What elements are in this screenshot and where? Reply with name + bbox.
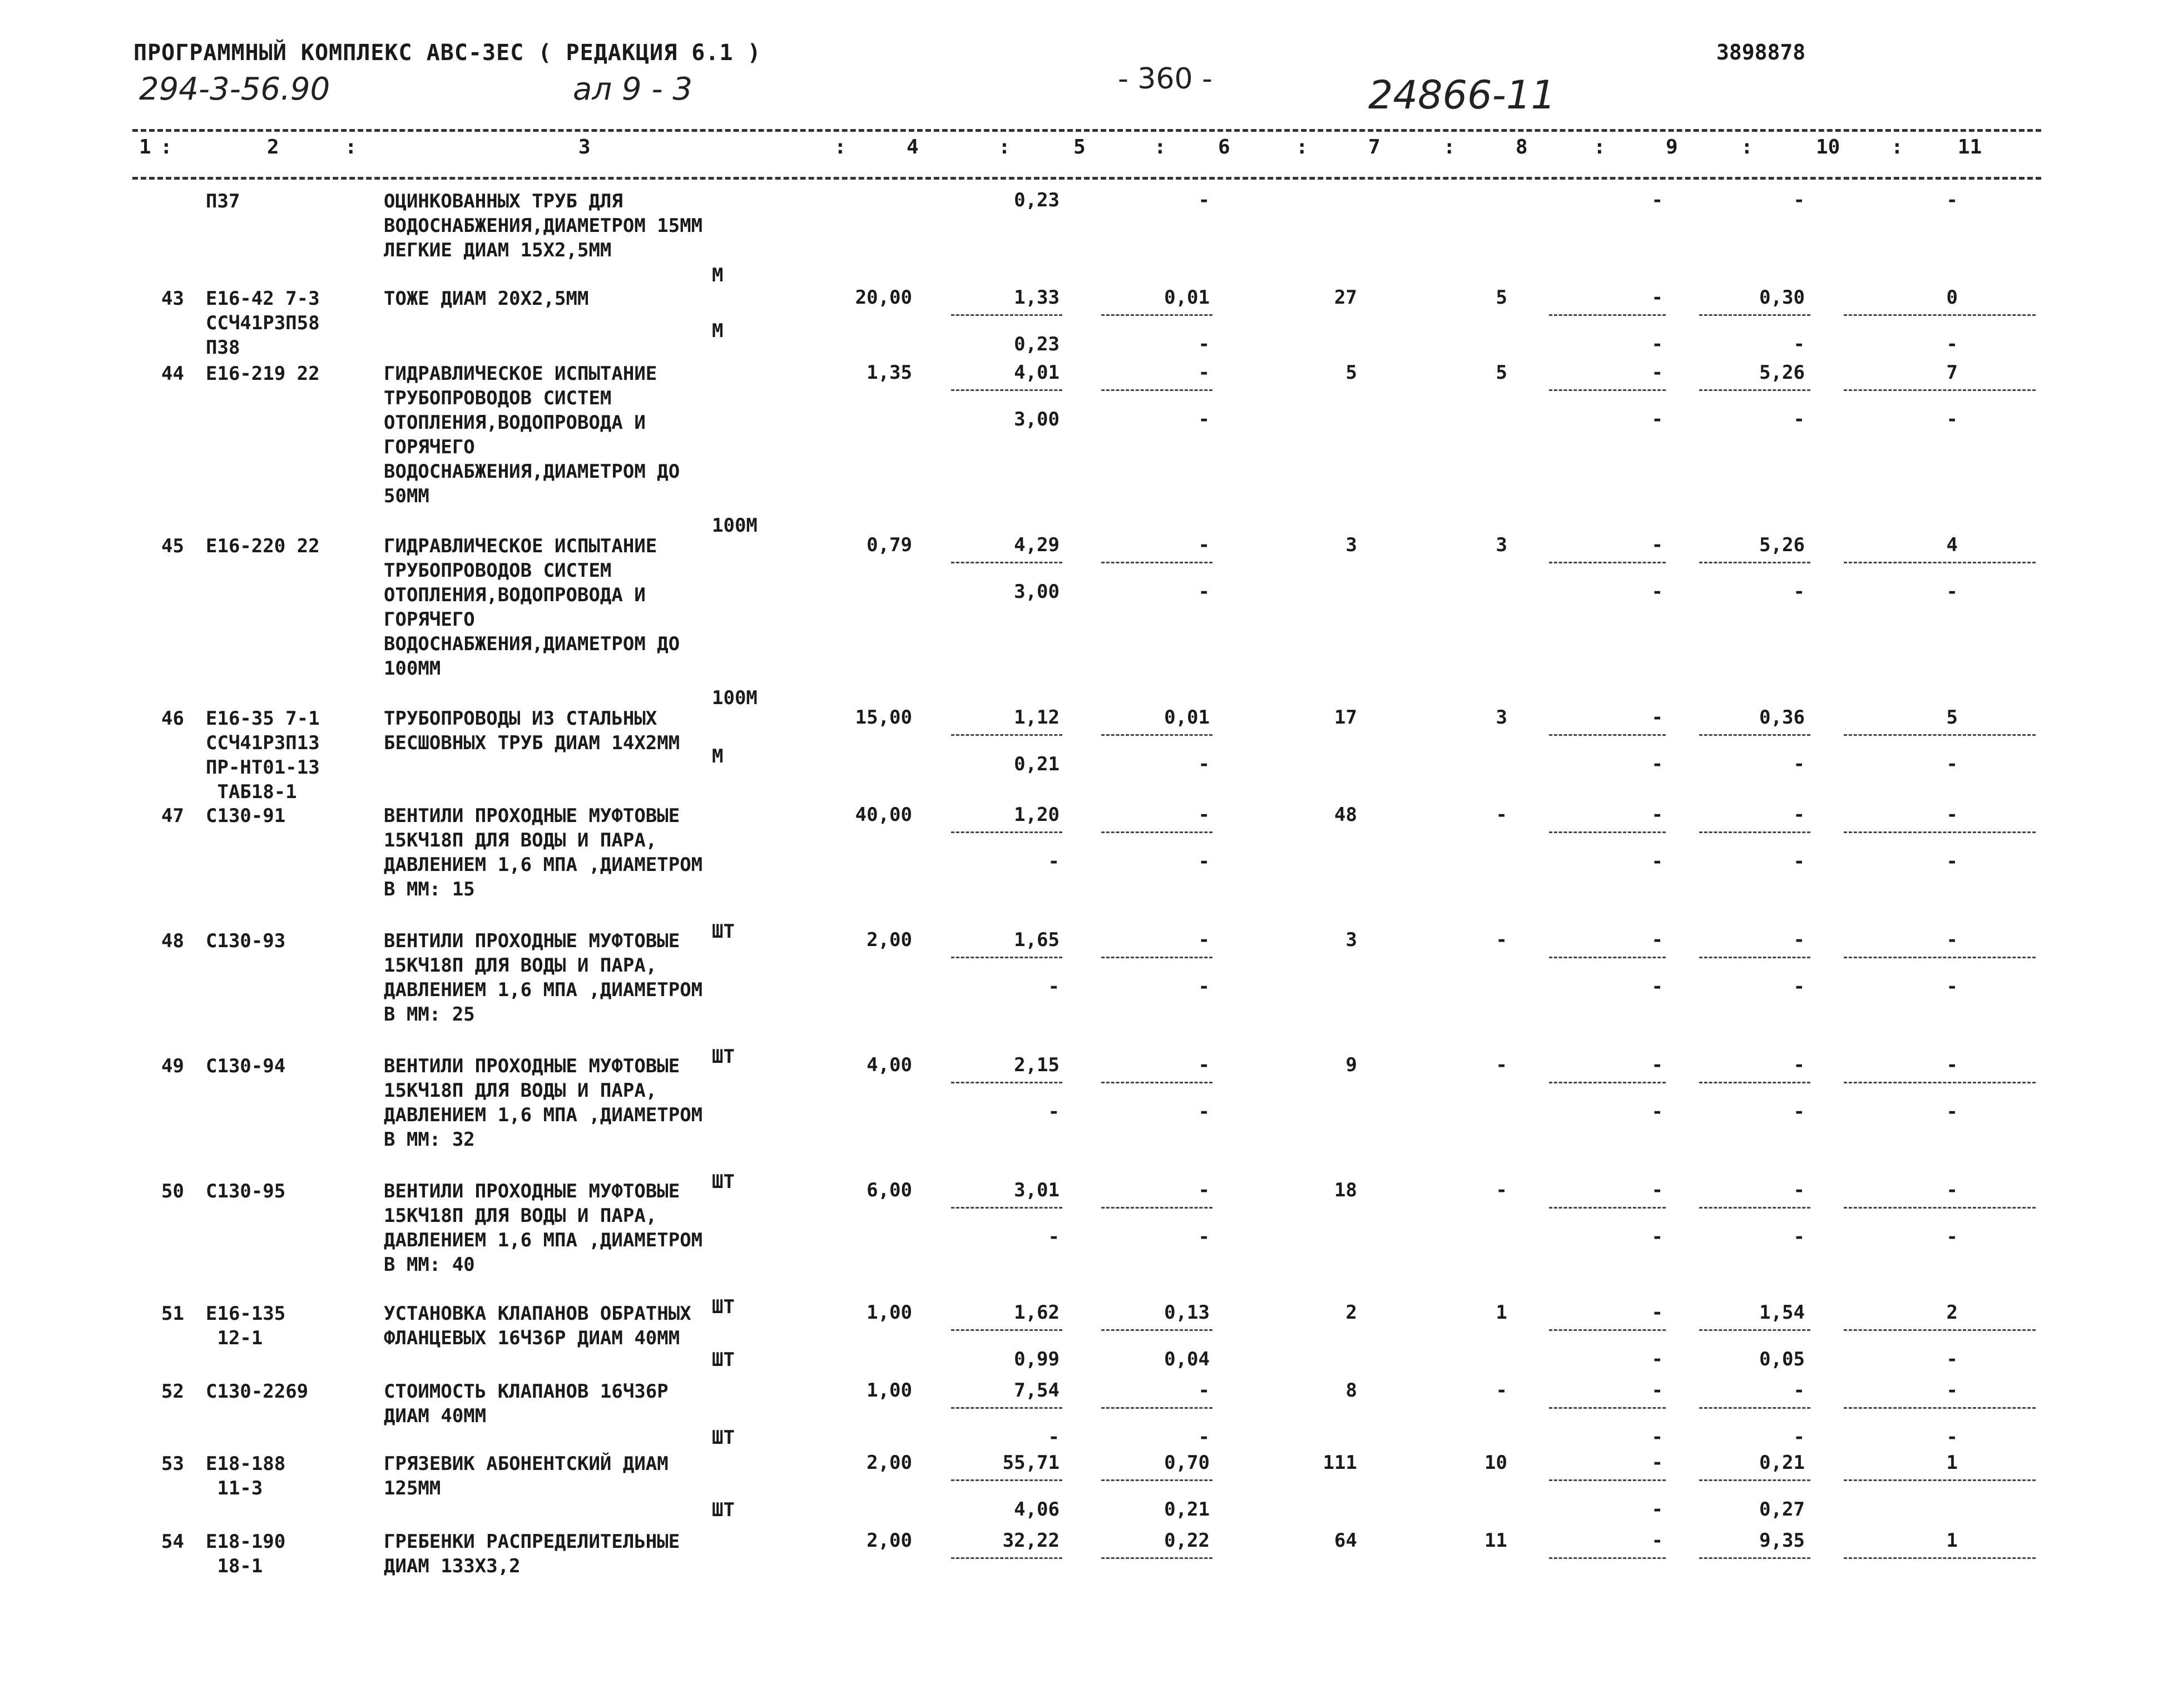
cell-c9a: - [1651,804,1663,826]
cell-c11a: 7 [1946,362,1958,384]
column-header-4: 4 [907,136,919,159]
column-separator: : [834,136,847,159]
row-description: ГИДРАВЛИЧЕСКОЕ ИСПЫТАНИЕ ТРУБОПРОВОДОВ СИСТЕМ ОТОПЛЕНИЯ,ВОДОПРОВОДА И ГОРЯЧЕГО ВОДОСНАБЖЕНИЯ,ДИАМЕТРОМ ДО 50ММ [384,363,680,507]
cell-c6a: - [1198,929,1210,951]
column-header-3: 3 [578,136,591,159]
cell-c5b: 3,00 [1014,581,1060,603]
cell-c5b: - [1048,1426,1060,1448]
cell-c11b: - [1946,1226,1958,1248]
cell-c6a: - [1198,362,1210,384]
cell-c10b: - [1793,408,1805,430]
row-description: ГРЯЗЕВИК АБОНЕНТСКИЙ ДИАМ 125ММ [384,1453,669,1499]
row-code: Е16-220 22 [206,535,320,557]
cell-c11b: - [1946,581,1958,603]
cell-c4: 2,00 [867,929,912,951]
value-separator [1101,314,1212,316]
row-code: Е18-188 11-3 [206,1453,286,1499]
value-separator [1101,562,1212,563]
cell-c5b: 4,06 [1014,1498,1060,1521]
cell-c6b: - [1198,976,1210,998]
cell-c6a: - [1198,1054,1210,1076]
value-separator [1549,1329,1666,1331]
cell-c7: 17 [1334,706,1357,729]
row-unit: 100М [712,514,758,537]
cell-c8: 5 [1496,362,1507,384]
cell-c9a: - [1651,534,1663,556]
cell-c10a: 0,30 [1759,286,1805,309]
row-unit: ШТ [712,1171,735,1193]
row-code: С130-2269 [206,1380,309,1403]
cell-c6b: - [1198,1101,1210,1123]
column-separator: : [998,136,1011,159]
cell-c5b: 0,21 [1014,753,1060,775]
row-code: С130-91 [206,805,286,827]
handwritten-inventory-number: 24866-11 [1368,72,1556,118]
value-separator [1101,957,1212,958]
cell-c11a: - [1946,1379,1958,1402]
row-description: ВЕНТИЛИ ПРОХОДНЫЕ МУФТОВЫЕ 15КЧ18П ДЛЯ ВОДЫ И ПАРА, ДАВЛЕНИЕМ 1,6 МПА ,ДИАМЕТРОМ В ММ: 25 [384,930,703,1026]
cell-c7: 27 [1334,286,1357,309]
value-separator [1699,1082,1810,1083]
row-description: ГРЕБЕНКИ РАСПРЕДЕЛИТЕЛЬНЫЕ ДИАМ 133Х3,2 [384,1531,680,1577]
row-code: С130-95 [206,1180,286,1202]
page-number: - 360 - [1118,62,1212,96]
cell-c9a: - [1651,1452,1663,1474]
row-code: Е16-219 22 [206,363,320,385]
row-code: Е16-135 12-1 [206,1303,286,1349]
value-separator [1101,734,1212,736]
cell-c6b: - [1198,408,1210,430]
cell-c5a: 1,62 [1014,1301,1060,1324]
document-code: 3898878 [1716,40,1806,65]
value-separator [1549,957,1666,958]
cell-c11b: - [1946,1101,1958,1123]
value-separator [1844,1407,2036,1409]
cell-c11a: 2 [1946,1301,1958,1324]
cell-c4: 4,00 [867,1054,912,1076]
cell-c9a: - [1651,286,1663,309]
cell-c6a: - [1198,1179,1210,1201]
cell-c5a: 7,54 [1014,1379,1060,1402]
column-header-9: 9 [1666,136,1678,159]
row-description: ОЦИНКОВАННЫХ ТРУБ ДЛЯ ВОДОСНАБЖЕНИЯ,ДИАМЕТРОМ 15ММ ЛЕГКИЕ ДИАМ 15Х2,5ММ [384,190,703,261]
row-description: УСТАНОВКА КЛАПАНОВ ОБРАТНЫХ ФЛАНЦЕВЫХ 16Ч36Р ДИАМ 40ММ [384,1303,691,1349]
row-number: 47 [161,805,184,827]
cell-c4: 1,35 [867,362,912,384]
cell-c9a: - [1651,189,1663,211]
cell-c4: 20,00 [855,286,912,309]
row-unit: ШТ [712,1046,735,1068]
handwritten-album: ал 9 - 3 [573,71,692,107]
column-separator: : [1154,136,1166,159]
value-separator [1699,1207,1810,1209]
value-separator [1844,734,2036,736]
row-number: 44 [161,363,184,385]
row-number: 46 [161,707,184,730]
cell-c9b: - [1651,1498,1663,1521]
value-separator [1549,831,1666,833]
row-description: ВЕНТИЛИ ПРОХОДНЫЕ МУФТОВЫЕ 15КЧ18П ДЛЯ ВОДЫ И ПАРА, ДАВЛЕНИЕМ 1,6 МПА ,ДИАМЕТРОМ В ММ: 40 [384,1180,703,1276]
cell-c7: 111 [1323,1452,1357,1474]
cell-c9b: - [1651,333,1663,355]
column-header-2: 2 [267,136,279,159]
column-separator: : [1593,136,1606,159]
value-separator [951,562,1062,563]
value-separator [1549,1207,1666,1209]
cell-c10b: - [1793,333,1805,355]
row-description: ТРУБОПРОВОДЫ ИЗ СТАЛЬНЫХ БЕСШОВНЫХ ТРУБ ДИАМ 14Х2ММ [384,707,680,754]
cell-c9b: - [1651,1426,1663,1448]
value-separator [951,734,1062,736]
cell-c10a: - [1793,804,1805,826]
cell-c5b: - [1048,850,1060,873]
row-code: С130-93 [206,930,286,952]
cell-c9b: - [1651,1226,1663,1248]
cell-c10b: 0,27 [1759,1498,1805,1521]
column-separator: : [1741,136,1753,159]
cell-c4: 6,00 [867,1179,912,1201]
cell-c6a: - [1198,804,1210,826]
cell-c10a: - [1793,189,1805,211]
value-separator [951,314,1062,316]
row-unit: ШТ [712,920,735,943]
cell-c5b: - [1048,1101,1060,1123]
value-separator [1844,831,2036,833]
row-unit: М [712,320,724,342]
row-description: ВЕНТИЛИ ПРОХОДНЫЕ МУФТОВЫЕ 15КЧ18П ДЛЯ ВОДЫ И ПАРА, ДАВЛЕНИЕМ 1,6 МПА ,ДИАМЕТРОМ В ММ: 15 [384,805,703,900]
column-header-10: 10 [1816,136,1840,159]
column-header-6: 6 [1218,136,1230,159]
row-number: 43 [161,288,184,310]
value-separator [1549,1479,1666,1481]
cell-c4: 0,79 [867,534,912,556]
row-number: 50 [161,1180,184,1202]
row-code: П37 [206,190,240,212]
cell-c10b: - [1793,976,1805,998]
handwritten-project-number: 294-3-56.90 [139,71,330,107]
value-separator [1101,389,1212,391]
cell-c8: 3 [1496,706,1507,729]
cell-c11b: - [1946,850,1958,873]
cell-c7: 2 [1345,1301,1357,1324]
cell-c10a: 0,21 [1759,1452,1805,1474]
cell-c8: - [1496,1379,1507,1402]
cell-c11a: - [1946,929,1958,951]
cell-c4: 2,00 [867,1452,912,1474]
row-number: 54 [161,1531,184,1553]
cell-c10a: - [1793,1179,1805,1201]
cell-c10b: - [1793,1226,1805,1248]
value-separator [1844,1329,2036,1331]
cell-c5a: 4,29 [1014,534,1060,556]
column-separator: : [1891,136,1903,159]
column-header-1: 1 [139,136,151,159]
cell-c10b: - [1793,1101,1805,1123]
cell-c11a: 0 [1946,286,1958,309]
cell-c11b: - [1946,1426,1958,1448]
cell-c8: - [1496,1054,1507,1076]
cell-c7: 18 [1334,1179,1357,1201]
cell-c9a: - [1651,1529,1663,1552]
row-code: Е16-42 7-3 ССЧ41Р3П58 П38 [206,288,320,359]
cell-c9b: - [1651,581,1663,603]
cell-c6b: - [1198,1426,1210,1448]
row-unit: 100М [712,687,758,709]
cell-c11a: 5 [1946,706,1958,729]
cell-c5b: - [1048,976,1060,998]
value-separator [1699,389,1810,391]
value-separator [1844,562,2036,563]
value-separator [1549,1557,1666,1559]
cell-c8: - [1496,804,1507,826]
cell-c5a: 32,22 [1002,1529,1060,1552]
value-separator [1101,1407,1212,1409]
cell-c6a: 0,13 [1164,1301,1210,1324]
cell-c8: 10 [1484,1452,1507,1474]
cell-c5a: 55,71 [1002,1452,1060,1474]
cell-c8: 5 [1496,286,1507,309]
row-number: 45 [161,535,184,557]
cell-c8: 1 [1496,1301,1507,1324]
value-separator [1549,562,1666,563]
cell-c9b: - [1651,408,1663,430]
value-separator [1699,562,1810,563]
cell-c6a: - [1198,534,1210,556]
cell-c10b: - [1793,581,1805,603]
value-separator [1549,314,1666,316]
top-rule [132,129,2041,132]
row-unit: М [712,264,724,286]
cell-c10a: 9,35 [1759,1529,1805,1552]
value-separator [1549,1407,1666,1409]
cell-c11a: 1 [1946,1529,1958,1552]
cell-c10b: - [1793,753,1805,775]
cell-c11b: - [1946,1348,1958,1370]
value-separator [951,389,1062,391]
column-separator: : [160,136,172,159]
cell-c5a: 1,20 [1014,804,1060,826]
row-code: Е18-190 18-1 [206,1531,286,1577]
value-separator [1101,1557,1212,1559]
column-header-5: 5 [1073,136,1086,159]
cell-c9a: - [1651,706,1663,729]
cell-c10b: - [1793,850,1805,873]
cell-c7: 9 [1345,1054,1357,1076]
column-header-11: 11 [1958,136,1982,159]
cell-c10a: 5,26 [1759,534,1805,556]
cell-c5a: 1,65 [1014,929,1060,951]
cell-c10a: 1,54 [1759,1301,1805,1324]
value-separator [1101,1479,1212,1481]
cell-c6b: - [1198,1226,1210,1248]
row-number: 48 [161,930,184,952]
column-header-7: 7 [1368,136,1380,159]
cell-c11b: - [1946,333,1958,355]
cell-c6b: - [1198,333,1210,355]
cell-c9a: - [1651,1301,1663,1324]
value-separator [1101,1207,1212,1209]
cell-c5a: 1,33 [1014,286,1060,309]
cell-c7: 48 [1334,804,1357,826]
value-separator [1844,314,2036,316]
value-separator [1844,1082,2036,1083]
cell-c5a: 2,15 [1014,1054,1060,1076]
cell-c11a: - [1946,804,1958,826]
column-separator: : [345,136,357,159]
value-separator [1549,1082,1666,1083]
row-number: 49 [161,1055,184,1077]
program-header: ПРОГРАММНЫЙ КОМПЛЕКС АВС-ЗЕС ( РЕДАКЦИЯ 6.1 ) [133,40,761,66]
cell-c10a: - [1793,1379,1805,1402]
value-separator [951,1082,1062,1083]
cell-c6b: - [1198,581,1210,603]
cell-c7: 3 [1345,929,1357,951]
row-description: ТОЖЕ ДИАМ 20Х2,5ММ [384,288,589,310]
row-unit: М [712,745,724,768]
cell-c9a: - [1651,1379,1663,1402]
cell-c9b: - [1651,850,1663,873]
value-separator [1101,1329,1212,1331]
cell-c5b: 0,99 [1014,1348,1060,1370]
cell-c9b: - [1651,1348,1663,1370]
value-separator [1101,1082,1212,1083]
value-separator [1699,1329,1810,1331]
cell-c6a: 0,70 [1164,1452,1210,1474]
cell-c6b: 0,04 [1164,1348,1210,1370]
cell-c5a: 0,23 [1014,189,1060,211]
cell-c10b: 0,05 [1759,1348,1805,1370]
cell-c9a: - [1651,362,1663,384]
cell-c7: 5 [1345,362,1357,384]
cell-c11b: - [1946,976,1958,998]
value-separator [1844,389,2036,391]
value-separator [951,1557,1062,1559]
row-unit: ШТ [712,1349,735,1371]
row-number: 53 [161,1453,184,1475]
row-unit: ШТ [712,1499,735,1521]
cell-c6a: 0,01 [1164,706,1210,729]
cell-c8: 11 [1484,1529,1507,1552]
value-separator [951,1479,1062,1481]
value-separator [1699,1479,1810,1481]
cell-c9a: - [1651,1054,1663,1076]
value-separator [1844,957,2036,958]
cell-c4: 40,00 [855,804,912,826]
cell-c6b: - [1198,753,1210,775]
cell-c11a: - [1946,1179,1958,1201]
value-separator [951,1207,1062,1209]
header-rule [132,177,2041,180]
value-separator [951,1407,1062,1409]
column-header-8: 8 [1516,136,1528,159]
cell-c5a: 3,01 [1014,1179,1060,1201]
cell-c9a: - [1651,1179,1663,1201]
value-separator [951,1329,1062,1331]
value-separator [951,831,1062,833]
value-separator [1844,1479,2036,1481]
row-code: Е16-35 7-1 ССЧ41Р3П13 ПР-НТ01-13 ТАБ18-1 [206,707,320,803]
cell-c6b: 0,21 [1164,1498,1210,1521]
cell-c5a: 1,12 [1014,706,1060,729]
column-separator: : [1296,136,1308,159]
cell-c5b: 0,23 [1014,333,1060,355]
cell-c11b: - [1946,753,1958,775]
cell-c5b: - [1048,1226,1060,1248]
row-code: С130-94 [206,1055,286,1077]
cell-c10b: - [1793,1426,1805,1448]
value-separator [1549,389,1666,391]
cell-c10a: 5,26 [1759,362,1805,384]
cell-c8: - [1496,1179,1507,1201]
row-number: 51 [161,1303,184,1325]
row-number: 52 [161,1380,184,1403]
cell-c9b: - [1651,753,1663,775]
column-separator: : [1443,136,1456,159]
value-separator [1844,1557,2036,1559]
value-separator [1101,831,1212,833]
cell-c8: 3 [1496,534,1507,556]
row-description: ГИДРАВЛИЧЕСКОЕ ИСПЫТАНИЕ ТРУБОПРОВОДОВ СИСТЕМ ОТОПЛЕНИЯ,ВОДОПРОВОДА И ГОРЯЧЕГО ВОДОСНАБЖЕНИЯ,ДИАМЕТРОМ ДО 100ММ [384,535,680,680]
value-separator [1699,957,1810,958]
value-separator [1699,734,1810,736]
row-description: ВЕНТИЛИ ПРОХОДНЫЕ МУФТОВЫЕ 15КЧ18П ДЛЯ ВОДЫ И ПАРА, ДАВЛЕНИЕМ 1,6 МПА ,ДИАМЕТРОМ В ММ: 32 [384,1055,703,1151]
value-separator [1549,734,1666,736]
cell-c11a: 4 [1946,534,1958,556]
cell-c6b: - [1198,850,1210,873]
cell-c4: 1,00 [867,1379,912,1402]
cell-c8: - [1496,929,1507,951]
cell-c11a: 1 [1946,1452,1958,1474]
value-separator [1699,831,1810,833]
cell-c11b: - [1946,408,1958,430]
cell-c5b: 3,00 [1014,408,1060,430]
cell-c7: 64 [1334,1529,1357,1552]
cell-c4: 2,00 [867,1529,912,1552]
cell-c9b: - [1651,976,1663,998]
cell-c4: 15,00 [855,706,912,729]
cell-c9b: - [1651,1101,1663,1123]
value-separator [951,957,1062,958]
cell-c6a: 0,22 [1164,1529,1210,1552]
cell-c6a: - [1198,189,1210,211]
cell-c7: 3 [1345,534,1357,556]
row-unit: ШТ [712,1427,735,1449]
cell-c10a: - [1793,929,1805,951]
value-separator [1699,1407,1810,1409]
value-separator [1844,1207,2036,1209]
cell-c11a: - [1946,189,1958,211]
cell-c10a: - [1793,1054,1805,1076]
row-description: СТОИМОСТЬ КЛАПАНОВ 16Ч36Р ДИАМ 40ММ [384,1380,669,1427]
cell-c7: 8 [1345,1379,1357,1402]
cell-c6a: 0,01 [1164,286,1210,309]
cell-c4: 1,00 [867,1301,912,1324]
cell-c6a: - [1198,1379,1210,1402]
value-separator [1699,314,1810,316]
cell-c11a: - [1946,1054,1958,1076]
value-separator [1699,1557,1810,1559]
cell-c5a: 4,01 [1014,362,1060,384]
cell-c10a: 0,36 [1759,706,1805,729]
row-unit: ШТ [712,1296,735,1318]
cell-c9a: - [1651,929,1663,951]
